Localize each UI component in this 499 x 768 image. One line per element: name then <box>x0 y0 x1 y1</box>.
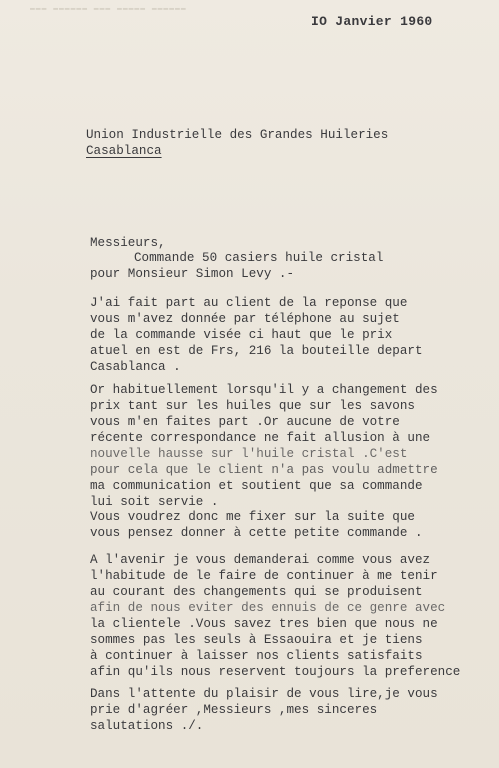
paragraph-2-line: prix tant sur les huiles que sur les savons <box>90 399 415 413</box>
paragraph-4-line: sommes pas les seuls à Essaouira et je tiens <box>90 633 423 647</box>
closing-line: prie d'agréer ,Messieurs ,mes sinceres <box>90 703 378 717</box>
paragraph-2-line: récente correspondance ne fait allusion à une <box>90 431 431 445</box>
paragraph-4-line: à continuer à laisser nos clients satisfaits <box>90 649 423 663</box>
paragraph-1-line: vous m'avez donnée par téléphone au sujet <box>90 312 400 326</box>
paragraph-4-line: afin qu'ils nous reservent toujours la preference <box>90 665 461 679</box>
recipient-city: Casablanca <box>86 144 162 158</box>
subject-line: Commande 50 casiers huile cristal <box>134 251 384 265</box>
paragraph-2-line: ma communication et soutient que sa commande <box>90 479 423 493</box>
paragraph-2-line: nouvelle hausse sur l'huile cristal .C'est <box>90 447 408 461</box>
subject-line: pour Monsieur Simon Levy .- <box>90 267 295 281</box>
paragraph-2-line: Or habituellement lorsqu'il y a changement des <box>90 383 438 397</box>
faint-letterhead-bleed: ▬▬▬ ▬▬▬▬▬▬ ▬▬▬ ▬▬▬▬▬ ▬▬▬▬▬▬ <box>30 4 187 13</box>
letter-date: IO Janvier 1960 <box>311 14 433 29</box>
paragraph-1-line: de la commande visée ci haut que le prix <box>90 328 393 342</box>
salutation: Messieurs, <box>90 236 166 250</box>
paragraph-4-line: l'habitude de le faire de continuer à me tenir <box>90 569 438 583</box>
paragraph-1-line: atuel en est de Frs, 216 la bouteille depart <box>90 344 423 358</box>
paragraph-4-line: afin de nous eviter des ennuis de ce genre avec <box>90 601 446 615</box>
paragraph-3-line: vous pensez donner à cette petite commande . <box>90 526 423 540</box>
paragraph-2-line: vous m'en faites part .Or aucune de votre <box>90 415 400 429</box>
recipient-company: Union Industrielle des Grandes Huileries <box>86 128 389 142</box>
paragraph-1-line: J'ai fait part au client de la reponse que <box>90 296 408 310</box>
recipient-address <box>86 127 388 159</box>
paragraph-4-line: la clientele .Vous savez tres bien que nous ne <box>90 617 438 631</box>
paragraph-3-line: Vous voudrez donc me fixer sur la suite que <box>90 510 415 524</box>
closing-line: Dans l'attente du plaisir de vous lire,je vous <box>90 687 438 701</box>
closing-line: salutations ./. <box>90 719 204 733</box>
paragraph-4-line: au courant des changements qui se produisent <box>90 585 423 599</box>
paragraph-2-line: lui soit servie . <box>90 495 219 509</box>
paragraph-4-line: A l'avenir je vous demanderai comme vous avez <box>90 553 431 567</box>
paragraph-2-line: pour cela que le client n'a pas voulu admettre <box>90 463 438 477</box>
paragraph-1-line: Casablanca . <box>90 360 181 374</box>
